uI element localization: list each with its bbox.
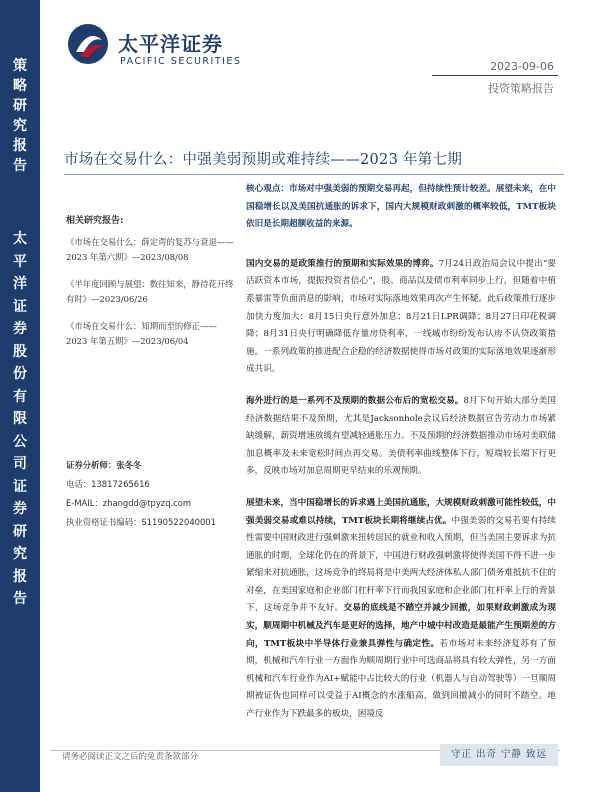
paragraph-lead: 国内交易的是政策推行的预期和实际效果的博弈。: [246, 258, 439, 269]
title-divider: [64, 174, 564, 175]
paragraph-overseas: [246, 393, 556, 481]
sidebar: [0, 0, 40, 792]
brand-name-en: PACIFIC SECURITIES: [120, 56, 242, 67]
paragraph-text: 7月24日政治局会议中提出“要活跃资本市场，提振投资者信心”，股、商品以及债市利率同步上行，但随着中植系暴雷等负面消息的影响，市场对实际落地效果再次产生怀疑。此后政策推行逐步加快力度加大：8月15日央行意外加息；8月21日LPR调降；8月27日印花税调降；8月31日央行明确降低存量房贷利率，一线城市纷纷发布认房不认贷政策措施。一系列政策的推进配合企稳的经济数据使得市场对政策的实际落地效果逐渐形成共识。: [246, 258, 556, 375]
analyst-name: 证券分析师：张冬冬: [66, 460, 142, 470]
related-report-item[interactable]: 《市场在交易什么：薛定谔的复苏与衰退——2023 年第六期》—2023/08/08: [66, 237, 234, 262]
related-report-item[interactable]: 《市场在交易什么：知期而至的修正——2023 年第五期》—2023/06/04: [66, 321, 217, 346]
analyst-info: [66, 456, 236, 532]
report-date: 2023-09-06: [490, 60, 554, 73]
logo-emblem-icon: [66, 22, 110, 66]
report-body: [246, 181, 556, 738]
brand-name-cn: 太平洋证券: [118, 32, 223, 56]
footer-disclaimer: 请务必阅读正文之后的免责条款部分: [62, 752, 199, 762]
core-viewpoint: 核心观点：市场对中强美弱的预期交易再起，但持续性预计较差。展望未来，在中国稳增长以及美国抗通胀的诉求下，国内大规模财政刺激的概率较低，TMT板块依旧是长期超额收益的来源。: [246, 184, 556, 230]
related-report-item[interactable]: 《半年度回顾与展望：数往知来，静待花开终有时》—2023/06/26: [66, 279, 234, 304]
analyst-email[interactable]: E-MAIL：zhangdd@tpyzq.com: [66, 498, 192, 508]
paragraph-text: 若市场对未来经济复苏有了预期，机械和汽车行业一方面作为顺周期行业中可选商品将具有较大弹性，另一方面机械和汽车行业作为AI+赋能中占比较大的行业（机器人与自动驾驶等）一旦顺周期被证伪也同样可以受益于AI概念的水涨船高，做到回撤减小的同时不踏空。地产行业作为下跌最多的板块，困境反: [246, 638, 556, 720]
analyst-certificate: 执业资格证书编码：S1190522040001: [66, 517, 216, 527]
company-logo: [66, 22, 276, 82]
report-type: 投资策略报告: [488, 82, 554, 95]
related-reports: [66, 214, 236, 361]
paragraph-lead: 展望未来，当中国稳增长的诉求遇上美国抗通胀，大规模财政刺激可能性较低，中强美弱交易或难以持续，TMT板块长期将继续占优。: [246, 497, 556, 526]
footer-motto: 守正 出奇 宁静 致远: [440, 744, 558, 766]
paragraph-outlook: [246, 495, 556, 724]
paragraph-domestic: [246, 256, 556, 379]
paragraph-text: 中强美弱的交易若要有持续性需要中国财政进行强刺激来扭转居民的就业和收入预期，但当美国主要诉求为抗通胀的时期，全球化仍在的背景下，中国进行财政强刺激将使得美国不得不进一步紧缩来对抗通胀，这场竞争的终局将是中美两大经济体私人部门债务难抵抗不住的对垒，在美国家庭和企业部门杠杆率下行而我国家庭和企业部门杠杆率上行的背景下，这场竞争并不友好。: [246, 515, 556, 614]
header-divider: [432, 75, 558, 76]
paragraph-lead: 海外进行的是一系列不及预期的数据公布后的宽松交易。: [246, 395, 464, 406]
analyst-phone: 电话：13817265616: [66, 479, 150, 489]
related-reports-heading: 相关研究报告:: [66, 216, 124, 226]
sidebar-company-label: 太平洋证券股份有限公司证券研究报告: [13, 231, 27, 607]
sidebar-report-category: 策略研究报告: [13, 58, 27, 174]
paragraph-text: 8月下旬开始大部分美国经济数据结果不及预期，尤其是Jacksonhole会议后经济数据宣告劳动力市场紧缺缓解，薪资增速放缓有望减轻通胀压力。不及预期的经济数据推动市场对美联储加息概率及未来宽松时间点再交易。美债利率曲线整体下行，短端较长端下行更多，反映市场对加息周期更早结束的乐观预期。: [246, 395, 556, 477]
paragraph-emphasis: 交易的底线是不踏空并减少回撤，如果财政刺激成为现实，顺周期中机械及汽车是更好的选择，地产中城中村改造是最能产生预期差的方向，TMT板块中半导体行业兼具弹性与确定性。: [246, 603, 556, 649]
report-title: 市场在交易什么：中强美弱预期或难持续——2023 年第七期: [64, 152, 463, 168]
